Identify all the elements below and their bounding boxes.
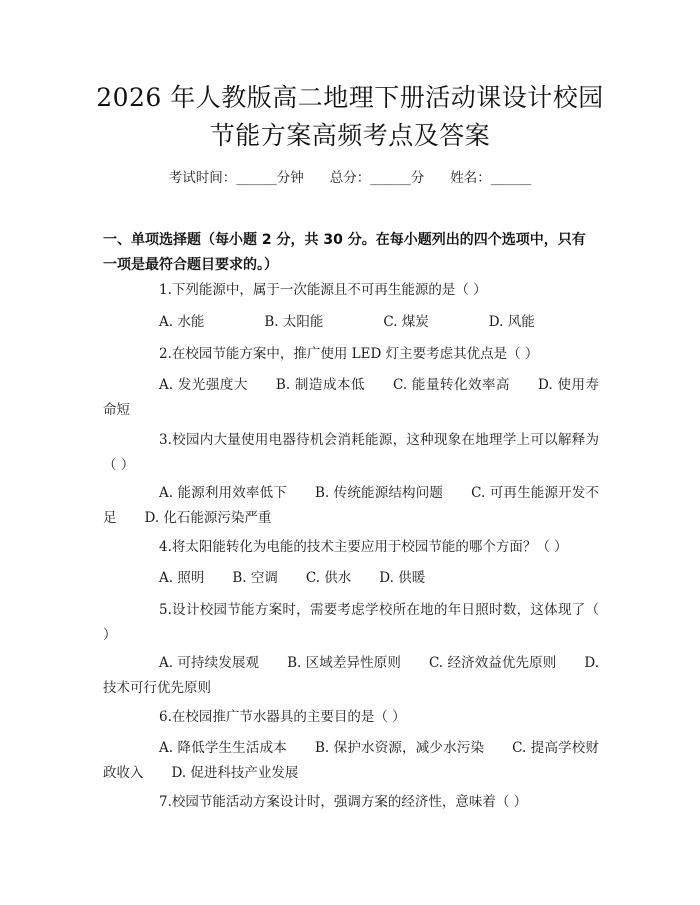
option-b: B. 传统能源结构问题 <box>314 485 444 501</box>
question-options <box>103 566 599 591</box>
option-a: A. 照明 <box>159 570 205 586</box>
question-stem: 6.在校园推广节水器具的主要目的是（ ） <box>159 709 406 725</box>
option-a: A. 能源利用效率低下 <box>159 485 287 501</box>
section-heading: 一、单项选择题（每小题 2 分，共 30 分。在每小题列出的四个选项中，只有一项是最符合题目要求的。） <box>103 232 586 273</box>
option-d: D. 风能 <box>488 314 535 330</box>
question-stem: 1.下列能源中，属于一次能源且不可再生能源的是（ ） <box>159 282 487 298</box>
question-stem: 7.校园节能活动方案设计时，强调方案的经济性，意味着（ ） <box>159 794 528 810</box>
option-d: D. 供暖 <box>379 570 426 586</box>
option-a: A. 发光强度大 <box>159 377 248 393</box>
exam-title-line-1: 2026 年人教版高二地理下册活动课设计校园 <box>96 83 604 112</box>
question-options <box>103 310 599 335</box>
exam-meta <box>0 167 700 189</box>
option-c: C. 供水 <box>305 570 352 586</box>
option-c: C. 可再生能源开发不足 <box>103 485 599 526</box>
option-d: D. 化石能源污染严重 <box>144 510 272 526</box>
total-score-field: 总分：______分 <box>329 170 425 186</box>
option-c: C. 能量转化效率高 <box>392 377 511 393</box>
exam-time-field: 考试时间：______分钟 <box>168 170 304 186</box>
option-b: B. 制造成本低 <box>275 377 365 393</box>
option-a: A. 可持续发展观 <box>159 655 260 671</box>
question-stem: 4.将太阳能转化为电能的技术主要应用于校园节能的哪个方面？（ ） <box>159 539 568 555</box>
option-a: A. 水能 <box>159 314 205 330</box>
option-b: B. 区域差异性原则 <box>287 655 401 671</box>
question-stem: 5.设计校园节能方案时，需要考虑学校所在地的年日照时数，这体现了（ ） <box>103 602 599 643</box>
question-stem: 3.校园内大量使用电器待机会消耗能源，这种现象在地理学上可以解释为（ ） <box>103 432 599 473</box>
student-name-field: 姓名：______ <box>450 170 532 186</box>
option-c: C. 煤炭 <box>383 314 429 330</box>
question-options <box>103 481 599 531</box>
question-options <box>103 651 599 701</box>
option-c: C. 经济效益优先原则 <box>428 655 557 671</box>
question-options <box>103 373 599 423</box>
exam-title-line-2: 节能方案高频考点及答案 <box>209 121 491 150</box>
option-b: B. 保护水资源，减少水污染 <box>314 740 485 756</box>
question-stem: 2.在校园节能方案中，推广使用 LED 灯主要考虑其优点是（ ） <box>159 346 539 362</box>
option-d: D. 促进科技产业发展 <box>171 765 299 781</box>
option-b: B. 太阳能 <box>264 314 324 330</box>
option-a: A. 降低学生生活成本 <box>159 740 287 756</box>
question-options <box>103 736 599 786</box>
option-b: B. 空调 <box>232 570 278 586</box>
option-d: D. 使用寿命短 <box>103 377 599 418</box>
option-d: D. 技术可行优先原则 <box>103 655 599 696</box>
option-c: C. 提高学校财政收入 <box>103 740 599 781</box>
